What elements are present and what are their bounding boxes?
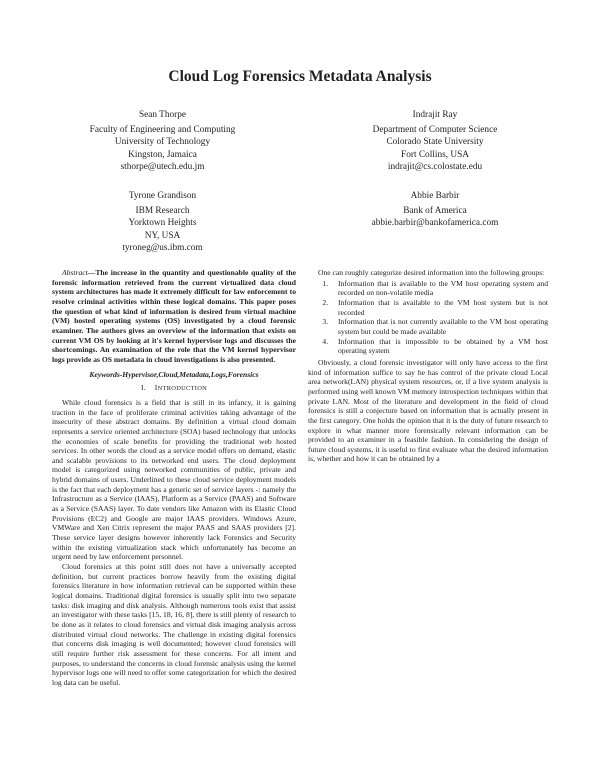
abstract-dash: —: [87, 268, 96, 277]
author-block: [330, 190, 540, 230]
author-location: Yorktown Heights: [128, 218, 197, 229]
right-column: [308, 268, 548, 464]
section-title-initial: I: [154, 383, 158, 393]
author-email: abbie.barbir@bankofamerica.com: [371, 218, 499, 229]
author-affiliation: Department of Computer Science: [372, 125, 498, 136]
author-affiliation: University of Technology: [114, 137, 211, 148]
left-column: [52, 268, 296, 688]
paragraph: Cloud forensics at this point still does not have a universally accepted definition, but current practices borrow heavily from the existing digital forensics literature in how information retrieval can be supported within these logical domains. Traditional digital forensics is usually split into two separate tasks: disk imaging and disk analysis. Although numerous tools exist that assist an investigator with these tasks [15, 18, 16, 8], there is still plenty of research to be done as it relates to cloud forensics and virtual disk imaging analysis across distributed virtual cloud networks. The challenge in existing digital forensics that concerns disk imaging is well documented; however cloud forensics will still require further risk assessment for these concerns. For all intent and purposes, to understand the concerns in cloud forensic analysis using the kernel hypervisor logs one will need to offer some categorization for which the desired log data can be useful.: [52, 562, 296, 687]
author-location: Fort Collins, USA: [401, 149, 469, 160]
author-block: [330, 109, 540, 173]
list-item: 3. Information that is not currently available to the VM host operating system but could be made available: [330, 317, 548, 336]
author-block: [60, 109, 265, 173]
groups-list: [308, 279, 548, 356]
author-affiliation: IBM Research: [135, 206, 190, 217]
author-name: Tyrone Grandison: [128, 191, 197, 201]
list-item: 4. Information that is impossible to be obtained by a VM host operating system: [330, 337, 548, 356]
paragraph: One can roughly categorize desired information into the following groups:: [318, 268, 545, 277]
author-email: sthorpe@utech.edu.jm: [120, 161, 205, 172]
author-email: indrajit@cs.colostate.edu: [387, 161, 483, 172]
author-block: [60, 190, 265, 254]
author-name: Sean Thorpe: [138, 110, 187, 120]
author-location: NY, USA: [144, 230, 181, 241]
abstract-label: Abstract: [62, 268, 88, 277]
paragraph: While cloud forensics is a field that is still in its infancy, it is gaining traction in the face of proliferate criminal activities taking advantage of the insecurity of these abstract domains. By definition a virtual cloud domain represents a service oriented architecture (SOA) based technology that unlocks the economies of scale benefits for providing the traditional web hosted services. In other words the cloud as a service model offers on demand, elastic and scalable provisions to its networked end users. The cloud deployment model is categorized using networked communities of public, private and hybrid domains of users. Underlined to these cloud service deployment models is the fact that each deployment has a generic set of service layers -: namely the Infrastructure as a Service (IAAS), Platform as a Service (PAAS) and Software as a Service (SAAS) layer. To date vendors like Amazon with its Elastic Cloud Provisions (EC2) and Google are major IAAS providers. Windows Azure, VMWare and Xen Citrix represent the major PAAS and SAAS providers [2]. These service layer designs however inherently lack Forensics and Security within the existing virtualization stack which unfortunately has become an urgent need by law enforcement personnel.: [52, 397, 296, 562]
author-name: Abbie Barbir: [410, 191, 460, 201]
author-affiliation: Colorado State University: [386, 137, 484, 148]
author-location: Kingston, Jamaica: [128, 149, 197, 160]
author-affiliation: Faculty of Engineering and Computing: [89, 125, 236, 136]
author-affiliation: Bank of America: [403, 206, 467, 217]
list-item: 1. Information that is available to the VM host operating system and recorded on non-volatile media: [330, 279, 548, 298]
author-name: Indrajit Ray: [412, 110, 458, 120]
abstract-text: The increase in the quantity and questionable quality of the forensic information retrieved from the current virtualized data cloud system architectures has made it extremely difficult for law enforcement to resolve criminal activities within these logical domains. This paper poses the question of what kind of information is desired from virtual machine (VM) hosted operating systems (OS) investigated by a cloud forensic examiner. The authors gives an overview of the information that exists on current VM OS by looking at it's kernel hypervisor logs and discusses the shortcomings. An examination of the role that the VM kernel hypervisor logs provide as OS metadata in cloud investigations is also presented.: [52, 268, 296, 364]
paper-title: Cloud Log Forensics Metadata Analysis: [168, 68, 432, 85]
author-email: tyroneg@us.ibm.com: [122, 242, 203, 253]
paragraph: Obviously, a cloud forensic investigator will only have access to the first kind of information suffice to say he has control of the private cloud Local area network(LAN) physical system resources, or, if a live system analysis is performed using well known VM memory introspection techniques within that private LAN. Most of the literature and development in the field of cloud forensics is still a conjecture based on information that is actually present in the first category. One holds the opinion that it is the duty of future research to explore in what manner more forensically relevant information can be provided to an examiner in a feasible fashion. In considering the design of future cloud systems, it is useful to first evaluate what the desired information is, whether and how it can be obtained by a: [308, 357, 548, 464]
section-heading: [52, 383, 296, 394]
list-item: 2. Information that is available to the VM host system but is not recorded: [330, 298, 548, 317]
keywords: Keywords-Hypervisor,Cloud,Metadata,Logs,Forensics: [89, 369, 259, 379]
section-title-rest: NTRODUCTION: [157, 385, 208, 393]
abstract: [52, 268, 296, 365]
section-number: I.: [140, 383, 146, 393]
